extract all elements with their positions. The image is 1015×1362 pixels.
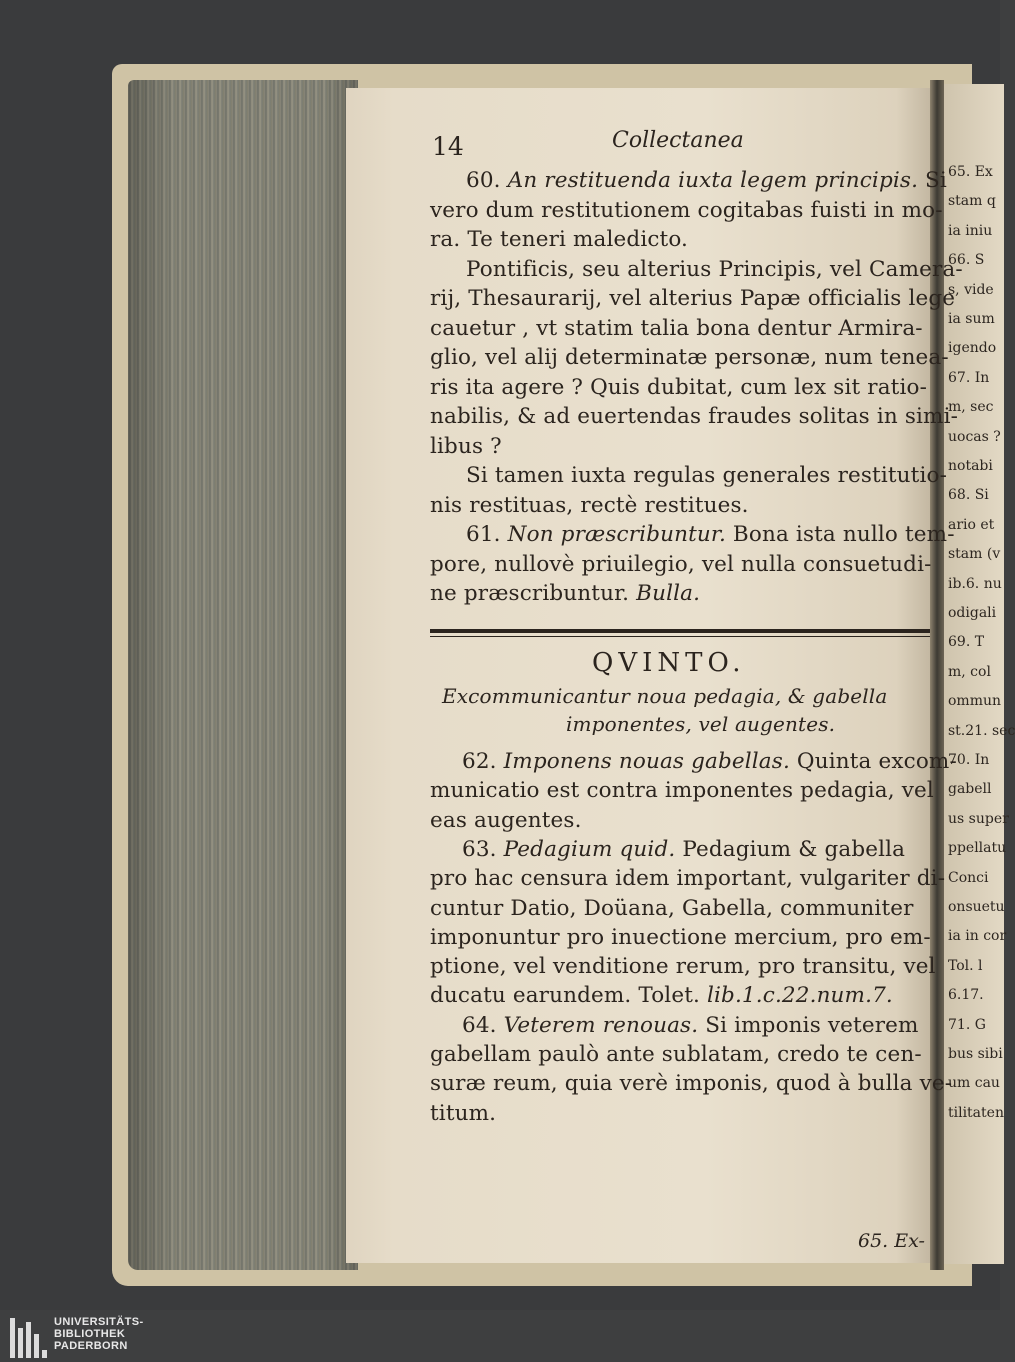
para1-line-3 bbox=[430, 227, 688, 252]
para2-line-1 bbox=[462, 749, 957, 774]
para1-line-2 bbox=[430, 198, 943, 223]
para2-line-12-part-1: suræ reum, quia verè imponis, quod à bulla ve- bbox=[430, 1071, 953, 1097]
para1-line-9-part-1: nabilis, & ad euertendas fraudes solitas in simi- bbox=[430, 404, 959, 429]
para1-line-14 bbox=[430, 552, 932, 577]
para1-line-14-part-1: pore, nullovè priuilegio, vel nulla consuetudi- bbox=[430, 551, 932, 577]
page-number: 14 bbox=[432, 132, 464, 161]
right-page-line-18: m, col bbox=[948, 663, 991, 680]
right-page-line-22: gabell bbox=[948, 781, 992, 798]
para1-line-13-part-3: Bona ista nullo tem- bbox=[725, 522, 955, 547]
para2-line-2 bbox=[430, 778, 934, 803]
right-page-line-20: st.21. sec bbox=[948, 722, 1015, 739]
para2-line-10-part-3: Si imponis veterem bbox=[698, 1012, 919, 1038]
para1-line-15-part-1: ne præscribuntur. bbox=[430, 581, 637, 606]
para1-line-5-part-1: rij, Thesaurarij, vel alterius Papæ officialis lege bbox=[430, 286, 956, 311]
para2-line-11 bbox=[430, 1042, 922, 1067]
right-page-line-3: ia iniu bbox=[948, 222, 993, 239]
right-page-line-25: Conci bbox=[948, 869, 989, 886]
para2-line-1-part-3: Quinta excom- bbox=[789, 749, 957, 774]
para2-line-7 bbox=[430, 925, 931, 950]
para2-line-4 bbox=[462, 837, 905, 862]
section-subtitle-line-2: imponentes, vel augentes. bbox=[566, 712, 836, 736]
para2-line-11-part-1: gabellam paulò ante sublatam, credo te cen- bbox=[430, 1042, 922, 1067]
para2-line-1-part-1: 62. bbox=[462, 749, 504, 774]
footer-bar bbox=[0, 1310, 1000, 1362]
para1-line-15 bbox=[430, 581, 700, 606]
para2-line-3 bbox=[430, 808, 582, 833]
para1-line-1 bbox=[466, 168, 947, 193]
library-logo-icon bbox=[10, 1314, 46, 1358]
right-page-line-2: stam q bbox=[948, 193, 996, 210]
section-rule-thin bbox=[430, 636, 930, 637]
para2-line-5-part-1: pro hac censura idem important, vulgariter di- bbox=[430, 866, 946, 892]
right-page-line-30: 71. G bbox=[948, 1016, 986, 1033]
library-name-line-3: PADERBORN bbox=[54, 1340, 128, 1352]
right-page-line-19: ommun bbox=[948, 693, 1002, 710]
para1-line-4 bbox=[466, 257, 963, 282]
para1-line-9 bbox=[430, 404, 958, 429]
library-name bbox=[54, 1316, 144, 1352]
para1-line-10-part-1: libus ? bbox=[430, 433, 502, 459]
right-page-line-15: ib.6. nu bbox=[948, 575, 1002, 592]
right-page-line-5: s, vide bbox=[948, 281, 994, 298]
right-page-line-29: 6.17. bbox=[948, 987, 984, 1004]
para1-line-15-part-2: Bulla. bbox=[636, 581, 701, 606]
para1-line-4-part-1: Pontificis, seu alterius Principis, vel Camera- bbox=[466, 256, 963, 282]
para2-line-1-part-2: Imponens nouas gabellas. bbox=[503, 749, 790, 774]
para1-line-12 bbox=[430, 493, 749, 518]
right-page-line-17: 69. T bbox=[948, 634, 985, 651]
para1-line-7-part-1: glio, vel alij determinatæ personæ, num tenea- bbox=[430, 345, 949, 370]
para1-line-1-part-1: 60. bbox=[466, 168, 508, 193]
right-page-line-27: ia in cor bbox=[948, 928, 1007, 945]
para1-line-12-part-1: nis restituas, rectè restitues. bbox=[430, 492, 749, 518]
right-page-line-31: bus sibi bbox=[948, 1046, 1003, 1062]
para1-line-7 bbox=[430, 345, 949, 370]
para2-line-13 bbox=[430, 1101, 496, 1126]
para2-line-7-part-1: imponuntur pro inuectione mercium, pro em- bbox=[430, 924, 931, 950]
para1-line-8-part-1: ris ita agere ? Quis dubitat, cum lex sit ratio- bbox=[430, 374, 927, 400]
right-page-line-23: us super bbox=[948, 810, 1009, 827]
para2-line-2-part-1: municatio est contra imponentes pedagia, vel bbox=[430, 778, 934, 804]
para2-line-9 bbox=[430, 983, 893, 1008]
para1-line-10 bbox=[430, 434, 502, 459]
para1-line-11-part-1: Si tamen iuxta regulas generales restitutio- bbox=[466, 463, 947, 488]
section-rule bbox=[430, 629, 930, 633]
right-page-line-1: 65. Ex bbox=[948, 164, 993, 180]
right-page-line-28: Tol. l bbox=[948, 957, 983, 974]
para2-line-6-part-1: cuntur Datio, Doüana, Gabella, communiter bbox=[430, 895, 914, 921]
para1-line-8 bbox=[430, 375, 927, 400]
right-page-line-32: um cau bbox=[948, 1075, 1000, 1092]
right-page-line-6: ia sum bbox=[948, 311, 995, 327]
para1-line-13-part-1: 61. bbox=[466, 522, 508, 547]
right-page-line-16: odigali bbox=[948, 605, 997, 621]
right-page-line-21: 70. In bbox=[948, 752, 990, 768]
right-page-line-7: igendo bbox=[948, 340, 997, 357]
catchword: 65. Ex- bbox=[858, 1230, 925, 1252]
para1-line-6 bbox=[430, 316, 923, 341]
right-page-line-13: ario et bbox=[948, 516, 995, 533]
para1-line-1-part-2: An restituenda iuxta legem principis. bbox=[507, 168, 919, 193]
para1-line-3-part-1: ra. Te teneri maledicto. bbox=[430, 227, 689, 252]
section-subtitle-line-1: Excommunicantur noua pedagia, & gabella bbox=[442, 684, 888, 708]
para2-line-5 bbox=[430, 866, 945, 891]
right-page-line-10: uocas ? bbox=[948, 428, 1001, 445]
right-page-line-9: m, sec bbox=[948, 399, 994, 416]
para2-line-9-part-1: ducatu earundem. Tolet. bbox=[430, 983, 707, 1009]
para2-line-10-part-1: 64. bbox=[462, 1012, 504, 1038]
para2-line-9-part-2: lib.1.c.22.num.7. bbox=[706, 983, 893, 1009]
right-page-line-14: stam (v bbox=[948, 546, 1001, 563]
right-page-line-26: onsuetu bbox=[948, 899, 1005, 915]
para2-line-8 bbox=[430, 954, 936, 979]
page-block-shade bbox=[128, 80, 358, 1270]
para2-line-12 bbox=[430, 1071, 952, 1096]
para2-line-6 bbox=[430, 896, 914, 921]
right-page-line-33: tilitaten bbox=[948, 1104, 1004, 1121]
para2-line-4-part-2: Pedagium quid. bbox=[503, 836, 676, 862]
para1-line-1-part-3: Si bbox=[918, 168, 947, 193]
para1-line-13-part-2: Non præscribuntur. bbox=[507, 522, 726, 547]
para2-line-3-part-1: eas augentes. bbox=[430, 807, 582, 833]
para2-line-10 bbox=[462, 1013, 919, 1038]
section-title: QVINTO. bbox=[592, 648, 746, 678]
right-page-line-11: notabi bbox=[948, 458, 993, 474]
para1-line-13 bbox=[466, 522, 955, 547]
right-page-line-24: ppellatu bbox=[948, 840, 1007, 857]
para1-line-6-part-1: cauetur , vt statim talia bona dentur Armira- bbox=[430, 315, 923, 341]
para2-line-8-part-1: ptione, vel venditione rerum, pro transitu, vel bbox=[430, 954, 936, 980]
para1-line-2-part-1: vero dum restitutionem cogitabas fuisti in mo- bbox=[430, 197, 943, 223]
para1-line-11 bbox=[466, 463, 947, 488]
para2-line-10-part-2: Veterem renouas. bbox=[503, 1012, 699, 1038]
right-page-line-8: 67. In bbox=[948, 369, 990, 386]
para2-line-4-part-3: Pedagium & gabella bbox=[675, 836, 906, 862]
para1-line-5 bbox=[430, 286, 955, 311]
para2-line-4-part-1: 63. bbox=[462, 836, 504, 862]
library-name-line-1: UNIVERSITÄTS- bbox=[54, 1316, 144, 1328]
running-head: Collectanea bbox=[612, 128, 744, 153]
para2-line-13-part-1: titum. bbox=[430, 1100, 497, 1126]
library-name-line-2: BIBLIOTHEK bbox=[54, 1328, 126, 1340]
right-page-line-4: 66. S bbox=[948, 252, 985, 269]
right-page-line-12: 68. Si bbox=[948, 487, 989, 504]
